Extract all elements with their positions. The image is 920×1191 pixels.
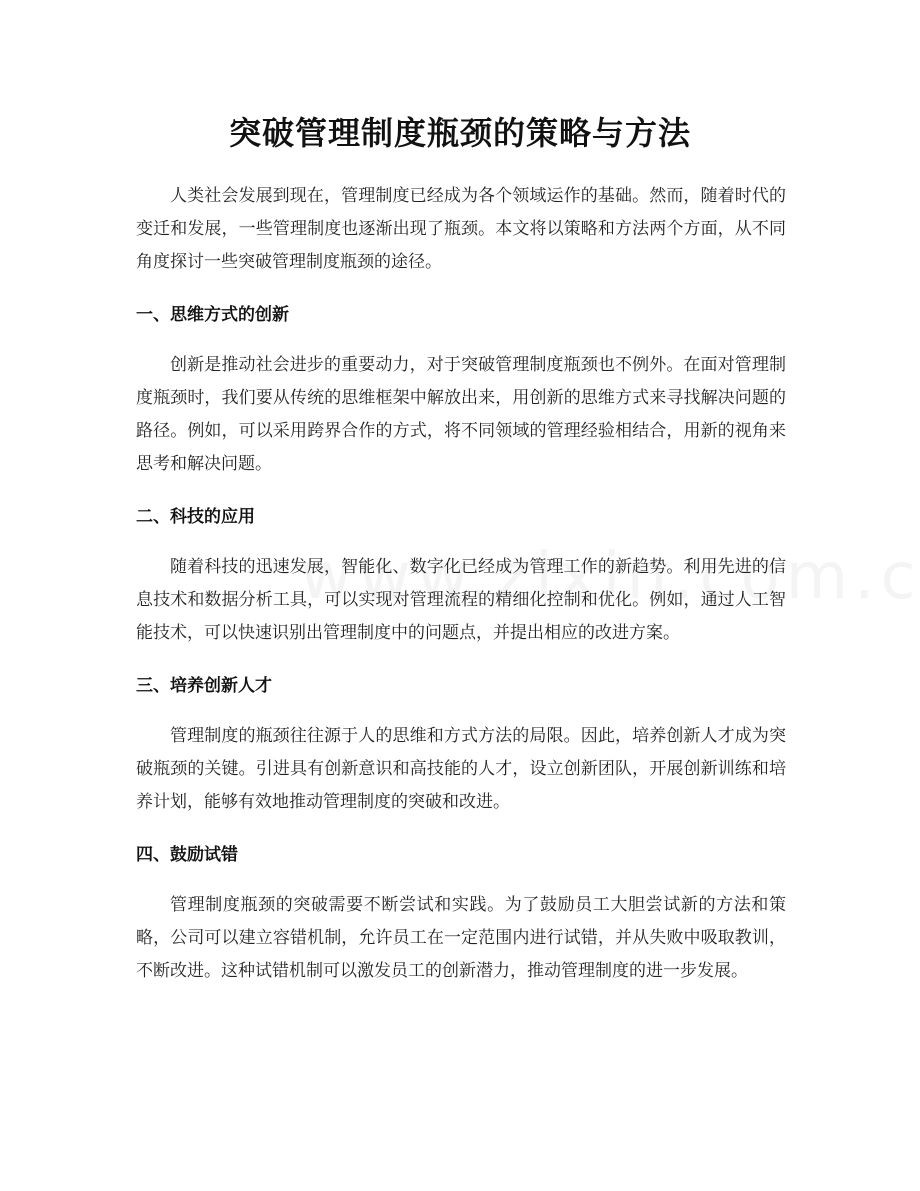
section-heading-innovation: 一、思维方式的创新 xyxy=(136,305,289,325)
section-heading-trial-error: 四、鼓励试错 xyxy=(136,845,238,865)
document-body xyxy=(136,180,786,988)
document-title: 突破管理制度瓶颈的策略与方法 xyxy=(228,114,691,152)
section-body-trial-error: 管理制度瓶颈的突破需要不断尝试和实践。为了鼓励员工大胆尝试新的方法和策略，公司可以建立容错机制，允许员工在一定范围内进行试错，并从失败中吸取教训，不断改进。这种试错机制可以激发员工的创新潜力，推动管理制度的进一步发展。 xyxy=(136,895,786,981)
intro-paragraph: 人类社会发展到现在，管理制度已经成为各个领域运作的基础。然而，随着时代的变迁和发展，一些管理制度也逐渐出现了瓶颈。本文将以策略和方法两个方面，从不同角度探讨一些突破管理制度瓶颈的途径。 xyxy=(136,186,786,272)
section-heading-technology: 二、科技的应用 xyxy=(136,507,255,527)
section-heading-talent: 三、培养创新人才 xyxy=(136,676,272,696)
section-body-talent: 管理制度的瓶颈往往源于人的思维和方式方法的局限。因此，培养创新人才成为突破瓶颈的关键。引进具有创新意识和高技能的人才，设立创新团队，开展创新训练和培养计划，能够有效地推动管理制度的突破和改进。 xyxy=(136,726,786,812)
section-body-innovation: 创新是推动社会进步的重要动力，对于突破管理制度瓶颈也不例外。在面对管理制度瓶颈时，我们要从传统的思维框架中解放出来，用创新的思维方式来寻找解决问题的路径。例如，可以采用跨界合作的方式，将不同领域的管理经验相结合，用新的视角来思考和解决问题。 xyxy=(136,355,786,474)
section-body-technology: 随着科技的迅速发展，智能化、数字化已经成为管理工作的新趋势。利用先进的信息技术和数据分析工具，可以实现对管理流程的精细化控制和优化。例如，通过人工智能技术，可以快速识别出管理制度中的问题点，并提出相应的改进方案。 xyxy=(136,557,786,643)
